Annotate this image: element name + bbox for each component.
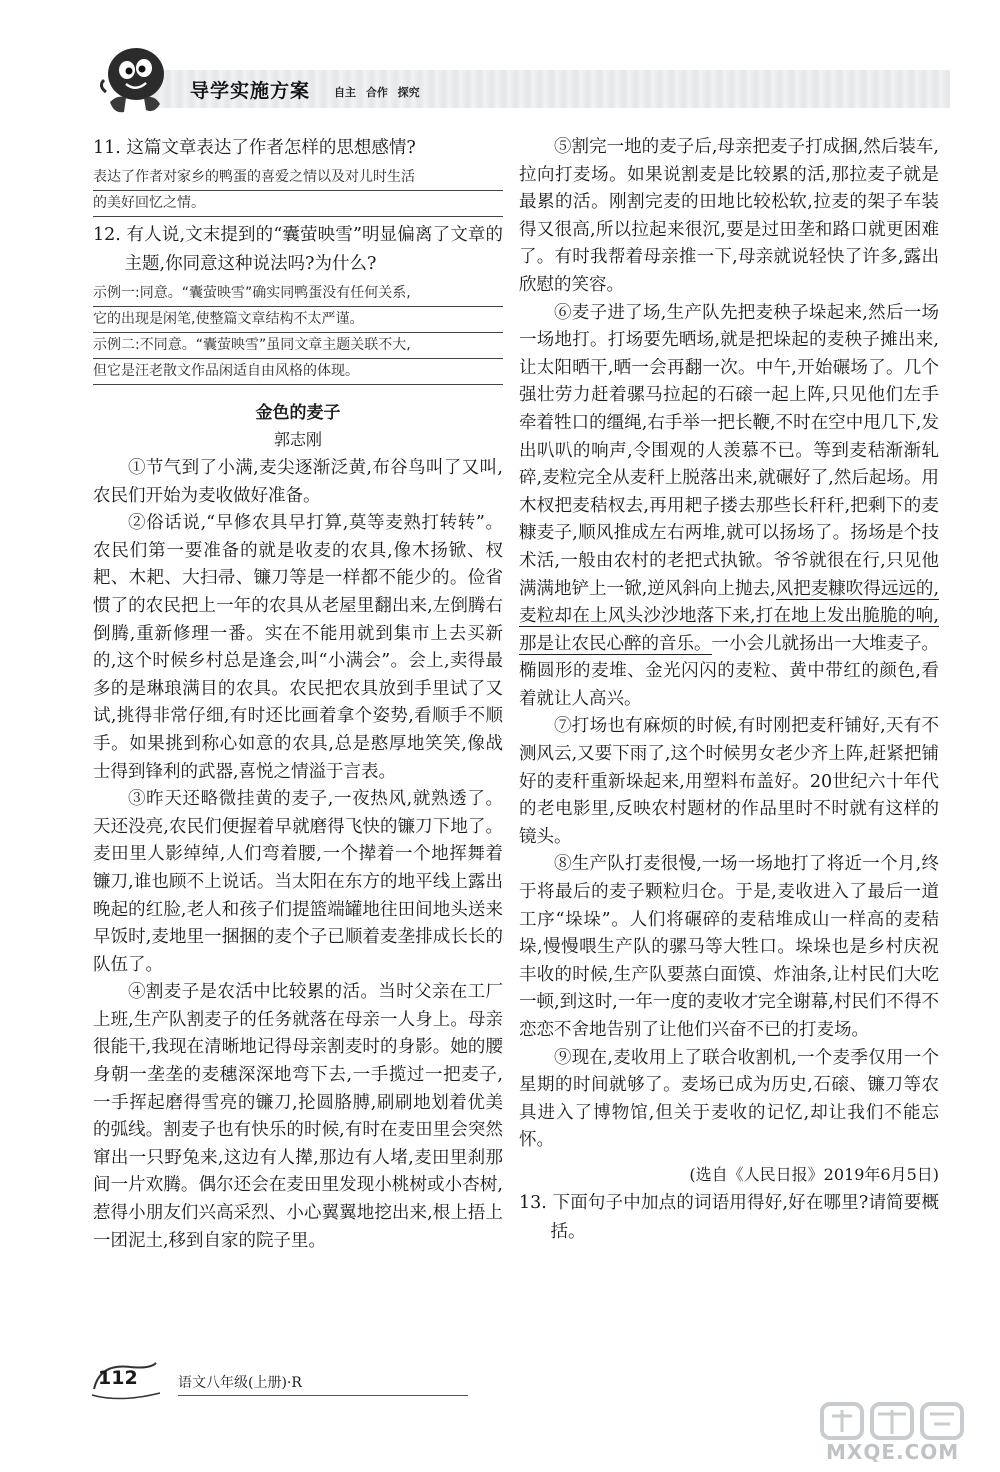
watermark-text: MXQE.COM xyxy=(826,1440,960,1464)
paragraph-6 xyxy=(519,300,939,714)
paragraph-4: ④割麦子是农活中比较累的活。当时父亲在工厂上班,生产队割麦子的任务就落在母亲一人身上。母亲很能干,我现在清晰地记得母亲割麦时的身影。她的腰身朝一垄垄的麦穗深深地弯下去,一手揽过一把麦子,一手挥起磨得雪亮的镰刀,抡圆胳膊,刷刷地划着优美的弧线。割麦子也有快乐的时候,有时在麦田里会突然窜出一只野兔来,这边有人撵,那边有人堵,麦田里刹那间一片欢腾。偶尔还会在麦田里发现小桃树或小杏树,惹得小朋友们兴高采烈、小心翼翼地挖出来,根上捂上一团泥土,移到自家的院子里。 xyxy=(93,982,503,1251)
answer-12 xyxy=(93,281,503,385)
question-13: 13. 下面句子中加点的词语用得好,好在哪里?请简要概括。 xyxy=(519,1192,939,1242)
answer-line: 示例一:同意。“囊萤映雪”确实同鸭蛋没有任何关系, xyxy=(93,281,503,307)
footer-divider xyxy=(178,1395,468,1396)
paragraph-1: ①节气到了小满,麦尖逐渐泛黄,布谷鸟叫了又叫,农民们开始为麦收做好准备。 xyxy=(93,458,503,506)
article-title: 金色的麦子 xyxy=(255,403,341,423)
paragraph-3: ③昨天还略微挂黄的麦子,一夜热风,就熟透了。天还没亮,农民们便握着早就磨得飞快的镰刀下地了。麦田里人影绰绰,人们弯着腰,一个撵着一个地挥舞着镰刀,谁也顾不上说话。当太阳在东方的地平线上露出晚起的红脸,老人和孩子们提篮端罐地往田间地头送来早饭时,麦地里一捆捆的麦个子已顺着麦垄排成长长的队伍了。 xyxy=(93,789,503,975)
header-tags: 自主 合作 探究 xyxy=(334,86,420,99)
page-number: 112 xyxy=(98,1367,138,1389)
left-column xyxy=(93,134,503,1255)
paragraph-2: ②俗话说,“早修农具早打算,莫等麦熟打转转”。农民们第一要准备的就是收麦的农具,像木扬锨、杈耙、木耙、大扫帚、镰刀等是一样都不能少的。俭省惯了的农民把上一年的农具从老屋里翻出来,左倒腾右倒腾,重新修理一番。实在不能用就到集市上去买新的,这个时候乡村总是逢会,叫“小满会”。会上,卖得最多的是琳琅满目的农具。农民把农具放到手里试了又试,挑得非常仔细,有时还比画着拿个姿势,看顺手不顺手。如果挑到称心如意的农具,总是憨厚地笑笑,像战士得到锋利的武器,喜悦之情溢于言表。 xyxy=(93,513,503,782)
page-header xyxy=(0,0,1000,122)
underlined-sentence: 风把麦糠吹得远远的,麦粒却在上风头沙沙地落下来,打在地上发出脆脆的响,那是让农民心醉的音乐。 xyxy=(519,578,940,654)
answer-line: 的美好回忆之情。 xyxy=(93,191,503,217)
paragraph-8: ⑧生产队打麦很慢,一场一场地打了将近一个月,终于将最后的麦子颗粒归仓。于是,麦收进入了最后一道工序“垛垛”。人们将碾碎的麦秸堆成山一样高的麦秸垛,慢慢喂生产队的骡马等大牲口。垛垛也是乡村庆祝丰收的时候,生产队要蒸白面馍、炸油条,让村民们大吃一顿,到这时,一年一度的麦收才完全谢幕,村民们不得不恋恋不舍地告别了让他们兴奋不已的打麦场。 xyxy=(519,854,939,1040)
article-source: (选自《人民日报》2019年6月5日) xyxy=(689,1164,939,1184)
paragraph-9: ⑨现在,麦收用上了联合收割机,一个麦季仅用一个星期的时间就够了。麦场已成为历史,石磙、镰刀等农具进入了博物馆,但关于麦收的记忆,却让我们不能忘怀。 xyxy=(519,1047,939,1151)
page-footer xyxy=(90,1365,510,1405)
answer-line: 表达了作者对家乡的鸭蛋的喜爱之情以及对儿时生活 xyxy=(93,165,503,191)
answer-line: 它的出现是闲笔,使整篇文章结构不太严谨。 xyxy=(93,307,503,333)
right-column xyxy=(519,134,939,1247)
header-title: 导学实施方案 xyxy=(190,80,311,102)
paragraph-5: ⑤割完一地的麦子后,母亲把麦子打成捆,然后装车,拉向打麦场。如果说割麦是比较累的活,那拉麦子就是最累的活。刚割完麦的田地比较松软,拉麦的架子车装得又很高,所以拉起来很沉,要是过田垄和路口就更困难了。有时我帮着母亲推一下,母亲就说轻快了许多,露出欣慰的笑容。 xyxy=(519,137,939,295)
mascot-icon xyxy=(96,40,176,118)
answer-11 xyxy=(93,165,503,217)
paragraph-6-tail: 一小会儿就扬出一大堆麦子。椭圆形的麦堆、金光闪闪的麦粒、黄中带红的颜色,看着就让人高兴。 xyxy=(519,633,939,709)
question-12: 12. 有人说,文末提到的“囊萤映雪”明显偏离了文章的主题,你同意这种说法吗?为什么? xyxy=(93,225,503,274)
article-author: 郭志刚 xyxy=(273,430,322,449)
answer-line: 示例二:不同意。“囊萤映雪”虽同文章主题关联不大, xyxy=(93,333,503,359)
answer-line: 但它是汪老散文作品闲适自由风格的体现。 xyxy=(93,359,503,385)
question-11: 11. 这篇文章表达了作者怎样的思想感情? xyxy=(93,138,416,158)
paragraph-6-text: ⑥麦子进了场,生产队先把麦秧子垛起来,然后一场一场地打。打场要先晒场,就是把垛起的麦秧子摊出来,让太阳晒干,晒一会再翻一次。中午,开始碾场了。几个强壮劳力赶着骡马拉起的石磙一起上阵,只见他们左手牵着牲口的缰绳,右手举一把长鞭,不时在空中甩几下,发出叭叭的响声,令围观的人羡慕不已。等到麦秸渐渐轧碎,麦粒完全从麦秆上脱落出来,就碾好了,然后起场。用木杈把麦秸杈去,再用耙子搂去那些长秆秆,把剩下的麦糠麦子,顺风推成左右两堆,就可以扬场了。扬场是个技术活,一般由农村的老把式执锨。爷爷就很在行,只见他满满地铲上一锨,逆风斜向上抛去, xyxy=(519,302,939,599)
footer-book-title: 语文八年级(上册)·R xyxy=(178,1375,302,1391)
paragraph-7: ⑦打场也有麻烦的时候,有时刚把麦秆铺好,天有不测风云,又要下雨了,这个时候男女老少齐上阵,赶紧把铺好的麦秆重新垛起来,用塑料布盖好。20世纪六十年代的老电影里,反映农村题材的作品里时不时就有这样的镜头。 xyxy=(519,716,939,847)
